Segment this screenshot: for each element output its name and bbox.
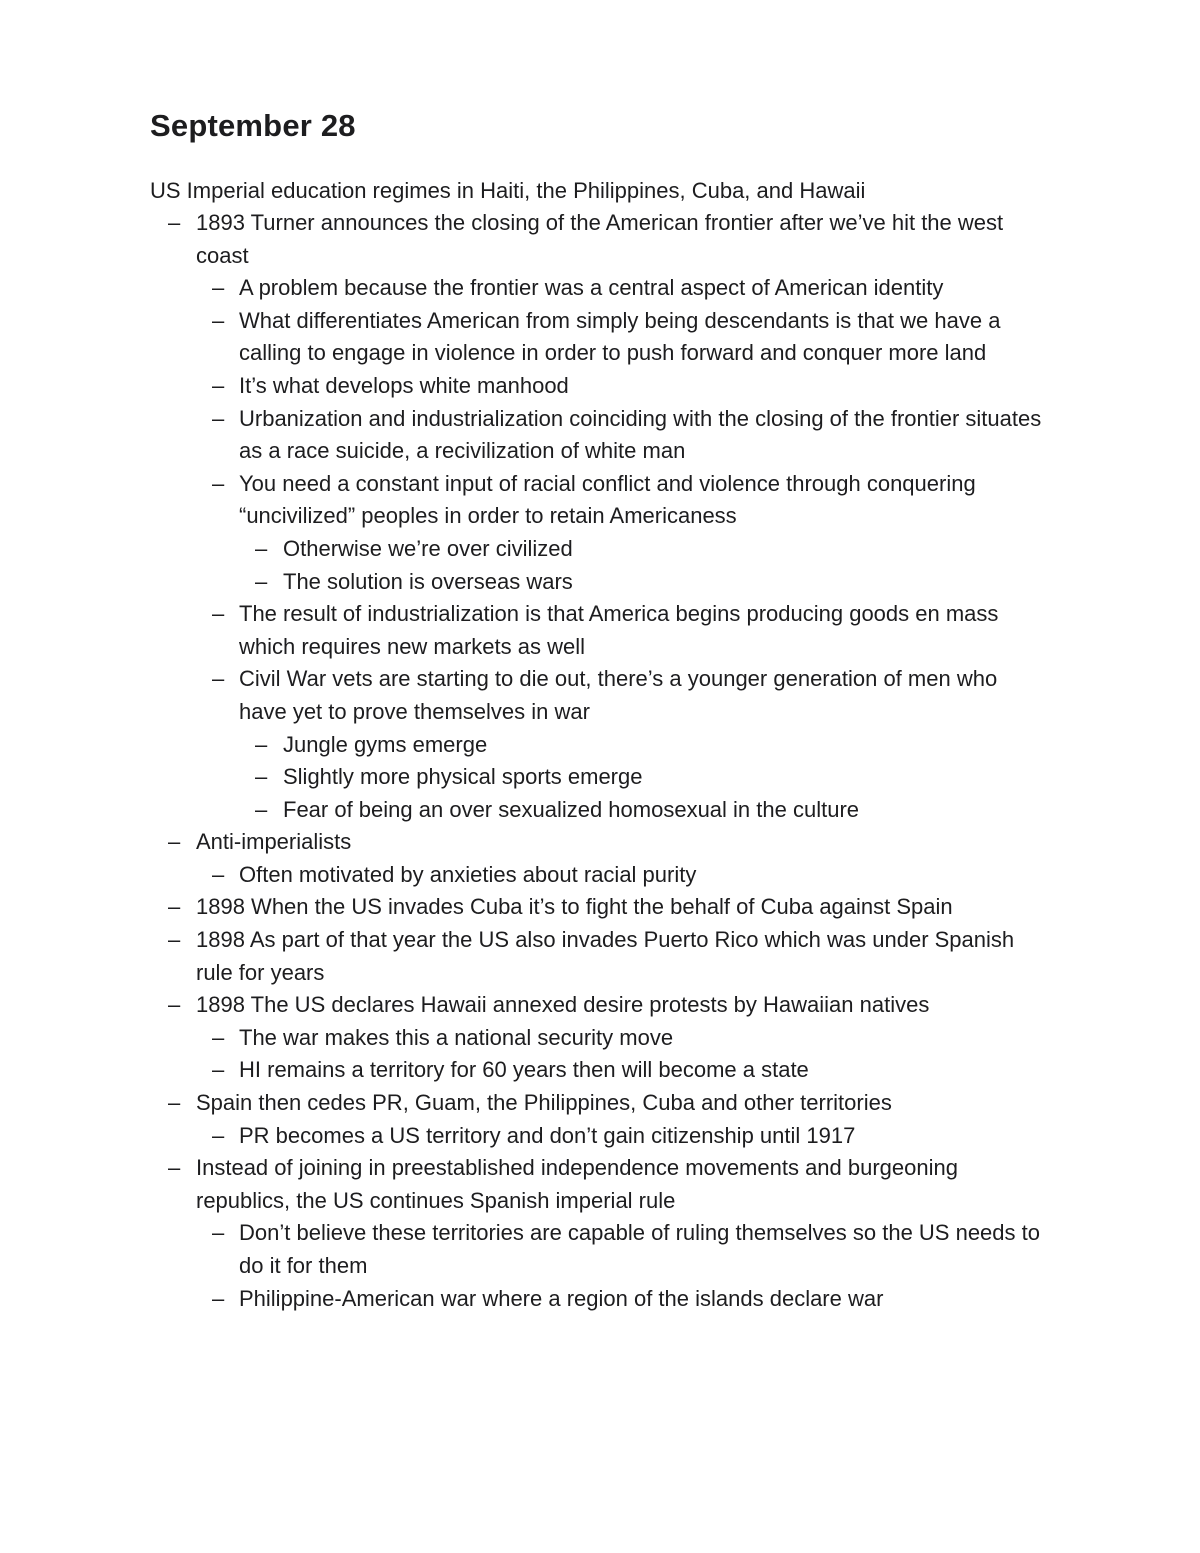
- list-item-text: A problem because the frontier was a central aspect of American identity: [239, 275, 944, 301]
- list-item-text: PR becomes a US territory and don’t gain citizenship until 1917: [239, 1122, 856, 1148]
- bullet-dash: –: [168, 992, 181, 1018]
- bullet-dash: –: [212, 372, 225, 398]
- list-item: [150, 1087, 1070, 1120]
- list-item: [150, 761, 1070, 794]
- page-title: September 28: [150, 108, 356, 143]
- bullet-dash: –: [168, 927, 181, 953]
- list-item: [150, 794, 1070, 827]
- bullet-dash: –: [255, 764, 268, 790]
- list-item: [150, 468, 1070, 533]
- list-item: [150, 1217, 1070, 1282]
- list-item: [150, 989, 1070, 1022]
- bullet-dash: –: [212, 275, 225, 301]
- list-item-text: Civil War vets are starting to die out, there’s a younger generation of men who have yet to prove themselves in war: [239, 666, 998, 724]
- list-item-text: Jungle gyms emerge: [283, 731, 488, 757]
- list-item: [150, 1022, 1070, 1055]
- list-item-text: 1898 The US declares Hawaii annexed desire protests by Hawaiian natives: [196, 992, 930, 1018]
- list-item: [150, 566, 1070, 599]
- bullet-dash: –: [168, 1090, 181, 1116]
- bullet-dash: –: [255, 731, 268, 757]
- list-item-text: Often motivated by anxieties about racial purity: [239, 861, 697, 887]
- list-item: [150, 403, 1070, 468]
- list-item-text: 1893 Turner announces the closing of the American frontier after we’ve hit the west coast: [196, 210, 1004, 268]
- bullet-dash: –: [212, 1285, 225, 1311]
- list-item-text: HI remains a territory for 60 years then will become a state: [239, 1057, 809, 1083]
- list-item-text: Fear of being an over sexualized homosexual in the culture: [283, 796, 860, 822]
- bullet-dash: –: [255, 796, 268, 822]
- list-item-text: The war makes this a national security move: [239, 1024, 674, 1050]
- bullet-dash: –: [212, 861, 225, 887]
- notes-list: [150, 207, 1070, 1315]
- list-item: [150, 370, 1070, 403]
- section-heading: US Imperial education regimes in Haiti, the Philippines, Cuba, and Hawaii: [150, 178, 866, 203]
- list-item: [150, 1120, 1070, 1153]
- bullet-dash: –: [212, 666, 225, 692]
- bullet-dash: –: [212, 470, 225, 496]
- list-item: [150, 305, 1070, 370]
- list-item: [150, 207, 1070, 272]
- list-item: [150, 924, 1070, 989]
- list-item: [150, 826, 1070, 859]
- list-item-text: It’s what develops white manhood: [239, 372, 569, 398]
- bullet-dash: –: [212, 1220, 225, 1246]
- bullet-dash: –: [255, 535, 268, 561]
- bullet-dash: –: [212, 601, 225, 627]
- list-item: [150, 1054, 1070, 1087]
- list-item-text: Otherwise we’re over civilized: [283, 535, 573, 561]
- bullet-dash: –: [212, 1122, 225, 1148]
- bullet-dash: –: [168, 210, 181, 235]
- list-item-text: What differentiates American from simply being descendants is that we have a calling to engage in violence in order to push forward and conquer more land: [239, 307, 1001, 366]
- bullet-dash: –: [255, 568, 268, 594]
- list-item-text: Anti-imperialists: [196, 829, 352, 855]
- bullet-dash: –: [212, 1024, 225, 1050]
- list-item-text: The solution is overseas wars: [283, 568, 573, 594]
- bullet-dash: –: [212, 307, 225, 333]
- bullet-dash: –: [212, 405, 225, 431]
- list-item-text: Philippine-American war where a region of the islands declare war: [239, 1285, 884, 1311]
- bullet-dash: –: [168, 894, 181, 920]
- list-item-text: Urbanization and industrialization coinciding with the closing of the frontier situates as a race suicide, a recivilization of white man: [239, 405, 1042, 464]
- list-item-text: 1898 As part of that year the US also invades Puerto Rico which was under Spanish rule for years: [196, 927, 1015, 985]
- list-item: [150, 1152, 1070, 1217]
- list-item-text: Don’t believe these territories are capable of ruling themselves so the US needs to do it for them: [239, 1220, 1040, 1278]
- list-item-text: The result of industrialization is that America begins producing goods en mass which requires new markets as well: [239, 601, 999, 659]
- list-item: [150, 598, 1070, 663]
- list-item: [150, 891, 1070, 924]
- list-item: [150, 859, 1070, 892]
- list-item: [150, 533, 1070, 566]
- list-item-text: Instead of joining in preestablished independence movements and burgeoning republics, the US continues Spanish imperial rule: [196, 1155, 958, 1213]
- bullet-dash: –: [168, 1155, 181, 1181]
- list-item: [150, 729, 1070, 762]
- bullet-dash: –: [212, 1057, 225, 1083]
- list-item: [150, 272, 1070, 305]
- list-item: [150, 663, 1070, 728]
- list-item-text: 1898 When the US invades Cuba it’s to fight the behalf of Cuba against Spain: [196, 894, 953, 920]
- list-item-text: Spain then cedes PR, Guam, the Philippines, Cuba and other territories: [196, 1090, 892, 1116]
- bullet-dash: –: [168, 829, 181, 855]
- list-item-text: Slightly more physical sports emerge: [283, 764, 643, 790]
- list-item: [150, 1283, 1070, 1316]
- list-item-text: You need a constant input of racial conflict and violence through conquering “uncivilized” peoples in order to retain Americaness: [239, 470, 976, 529]
